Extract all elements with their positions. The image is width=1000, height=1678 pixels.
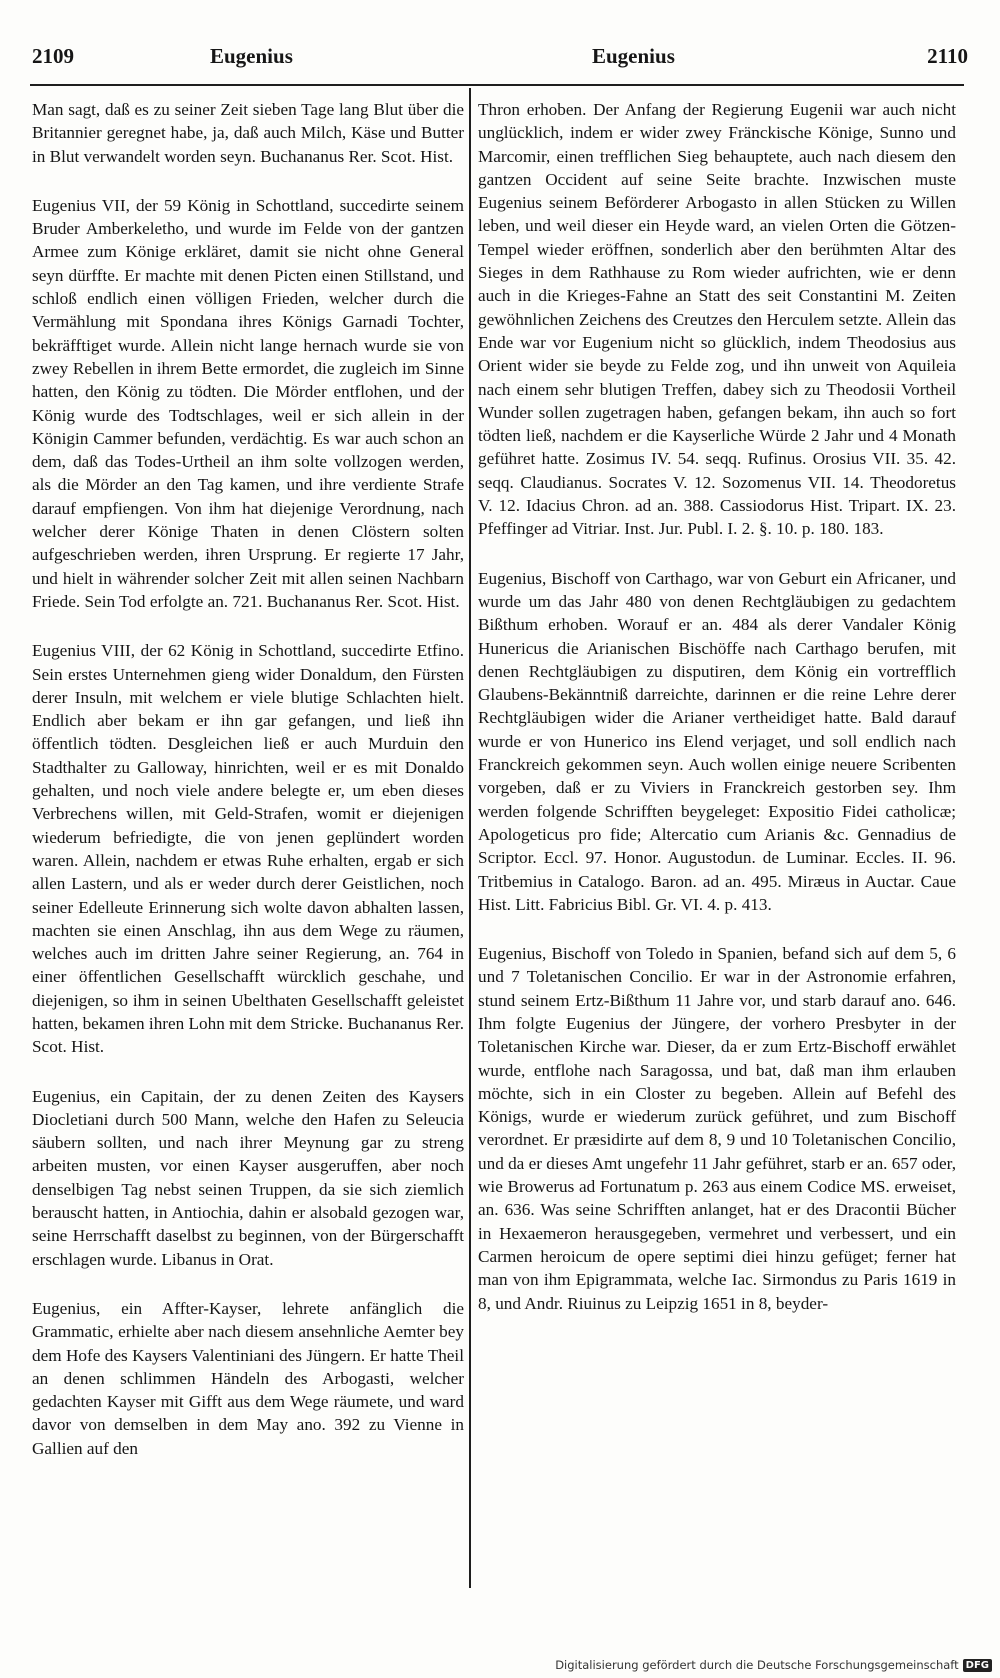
left-page-number: 2109 (32, 44, 74, 68)
left-entry-4: Eugenius, ein Capitain, der zu denen Zeiten des Kaysers Diocletiani durch 500 Mann, welche den Hafen zu Seleucia säubern sollten, und nach ihrer Meynung gar zu streng arbeiten musten, vor einen Kayser ausgeruffen, aber noch denselbigen Tag nebst seinen Truppen, da sie sich ziemlich berauscht hatten, in Antiochia, dahin er alsobald gezogen war, seine Herrschafft daselbst zu beginnen, von der Bürgerschafft erschlagen wurde. Libanus in Orat. (32, 1086, 464, 1269)
left-entry-5: Eugenius, ein Affter-Kayser, lehrete anfänglich die Grammatic, erhielte aber nach diesem ansehnliche Aemter bey dem Hofe des Kaysers Valentiniani des Jüngern. Er hatte Theil an denen schlimmen Händeln des Arbogasti, welcher gedachten Kayser mit Gifft aus dem Wege räumete, und ward davor von demselben in dem May ano. 392 zu Vienne in Gallien auf den (32, 1298, 464, 1458)
right-entry-2: Eugenius, Bischoff von Carthago, war von Geburt ein Africaner, und wurde um das Jahr 480 von denen Rechtgläubigen zu gedachtem Bißthum erhoben. Worauf er an. 484 als derer Vandaler König Hunericus die Arianischen Bischöffe nach Carthago berufen, mit denen Rechtgläubigen zu disputiren, dem König ein vortrefflich Glaubens-Bekänntniß darreichte, darinnen er die reine Lehre derer Rechtgläubigen wider die Arianer vertheidiget hatte. Bald darauf wurde er von Hunerico ins Elend verjaget, und soll endlich nach Franckreich gekommen seyn. Auch wollen einige neuere Scribenten vorgeben, daß er zu Viviers in Franckreich gestorben sey. Ihm werden folgende Schrifften beygeleget: Expositio Fidei catholicæ; Apologeticus pro fide; Altercatio cum Arianis &c. Gennadius de Scriptor. Eccl. 97. Honor. Augustodun. de Luminar. Eccles. II. 96. Tritbemius in Catalogo. Baron. ad an. 495. Miræus in Auctar. Caue Hist. Litt. Fabricius Bibl. Gr. VI. 4. p. 413. (478, 568, 956, 914)
left-column (32, 98, 464, 1460)
footer-text: Digitalisierung gefördert durch die Deutsche Forschungsgemeinschaft (555, 1658, 959, 1672)
digitization-credit (555, 1658, 992, 1672)
dfg-logo: DFG (963, 1659, 992, 1672)
right-column (478, 98, 956, 1315)
right-entry-1: Thron erhoben. Der Anfang der Regierung Eugenii war auch nicht unglücklich, indem er wider zwey Fränckische Könige, Sunno und Marcomir, einen trefflichen Sieg behauptete, auch nach diesem den gantzen Occident auf seine Seite brachte. Inzwischen muste Eugenius seinem Beförderer Arbogasto in allen Stücken zu Willen leben, und weil dieser ein Heyde ward, an vielen Orten die Götzen-Tempel wieder eröffnen, sonderlich aber den berühmten Altar des Sieges in dem Rathhause zu Rom wieder aufrichten, wie er denn auch in die Krieges-Fahne an Statt des seit Constantini M. Zeiten gewöhnlichen Zeichens des Creutzes den Herculem setzte. Allein das Ende war vor Eugenium nicht so glücklich, indem Theodosius aus Orient wider sie beyde zu Felde zog, und ihn unweit von Aquileia nach einem sehr blutigen Treffen, dabey sich zu Theodosii Vortheil Wunder sollen zugetragen haben, gefangen bekam, ihn auch so fort tödten ließ, nachdem er die Kayserliche Würde 2 Jahr und 4 Monath geführet hatte. Zosimus IV. 54. seqq. Rufinus. Orosius VII. 35. 42. seqq. Claudianus. Socrates V. 12. Sozomenus VII. 14. Theodoretus V. 12. Idacius Chron. ad an. 388. Cassiodorus Hist. Tripart. IX. 23. Pfeffinger ad Vitriar. Inst. Jur. Publ. I. 2. §. 10. p. 180. 183. (478, 100, 956, 539)
left-entry-2: Eugenius VII, der 59 König in Schottland, succedirte seinem Bruder Amberkeletho, und wurde im Felde von der gantzen Armee zum Könige erkläret, damit sie nicht ohne General seyn dürffte. Er machte mit denen Picten einen Stillstand, und schloß endlich einen völligen Frieden, welcher durch die Vermählung mit Spondana ihres Königs Garnadi Tochter, bekräfftiget wurde. Allein nicht lange hernach wurde sie von zwey Rebellen in ihrem Bette ermordet, die zugleich im Sinne hatten, den König zu tödten. Die Mörder entflohen, und der König wurde des Todtschlages, weil er sich allein in der Königin Cammer befunden, verdächtig. Es war auch schon an dem, daß das Todes-Urtheil an ihm solte vollzogen werden, als die Mörder an den Tag kamen, und ihre verdiente Strafe darauf empfiengen. Von ihm hat diejenige Verordnung, nach welcher derer Könige Thaten in denen Clöstern solten aufgeschrieben werden, ihren Ursprung. Er regierte 17 Jahr, und hielt in währender solcher Zeit mit allen seinen Nachbarn Friede. Sein Tod erfolgte an. 721. Buchananus Rer. Scot. Hist. (32, 195, 464, 611)
right-entry-3: Eugenius, Bischoff von Toledo in Spanien, befand sich auf dem 5, 6 und 7 Toletanischen Concilio. Er war in der Astronomie erfahren, stund seinem Ertz-Bißthum 11 Jahre vor, und starb darauf ano. 646. Ihm folgte Eugenius der Jüngere, der vorhero Presbyter in der Toletanischen Kirche war. Dieser, da er zum Ertz-Bischoff erwählet wurde, entflohe nach Saragossa, und bat, daß man ihm erlauben möchte, sich in ein Closter zu begeben. Allein auf Befehl des Königs, wurde er wiederum zurück geführet, und zum Bischoff verordnet. Er præsidirte auf dem 8, 9 und 10 Toletanischen Concilio, und da er dieses Amt ungefehr 11 Jahr geführet, starb er an. 657 oder, wie Browerus ad Fortunatum p. 263 aus einem Codice MS. erweiset, an. 636. Was seine Schrifften anlanget, hat er des Dracontii Bücher in Hexaemeron herausgegeben, vermehret und verbessert, und ein Carmen heroicum de opere septimi diei hinzu gefüget; ferner hat man von ihm Epigrammata, welche Iac. Sirmondus zu Paris 1619 in 8, und Andr. Riuinus zu Leipzig 1651 in 8, beyder- (478, 944, 956, 1313)
page-header (32, 44, 968, 74)
left-entry-3: Eugenius VIII, der 62 König in Schottland, succedirte Etfino. Sein erstes Unternehmen gieng wider Donaldum, den Fürsten derer Insuln, mit welchem er viele blutige Schlachten hielt. Endlich aber bekam er ihn gar gefangen, und ließ ihn öffentlich tödten. Desgleichen ließ er auch Murduin den Stadthalter zu Galloway, hinrichten, weil er es mit Donaldo gehalten, und noch viele andere belegte er, um eben dieses Verbrechens willen, mit Geld-Strafen, womit er diejenigen wiederum befriedigte, die von jenen geplündert worden waren. Allein, nachdem er etwas Ruhe erhalten, ergab er sich allen Lastern, und als er weder durch derer Geistlichen, noch seiner Edelleute Erinnerung sich wolte davon abhalten lassen, machten sie einen Anschlag, ihn aus dem Wege zu räumen, welches auch im dritten Jahre seiner Regierung, an. 764 in einer öffentlichen Gesellschafft würcklich geschahe, und diejenigen, so ihm in seinen Ubelthaten Gesellschafft geleistet hatten, bekamen ihren Lohn mit dem Stricke. Buchananus Rer. Scot. Hist. (32, 641, 464, 1057)
right-page-number: 2110 (927, 44, 968, 68)
header-rule (30, 84, 964, 86)
left-running-title: Eugenius (210, 44, 293, 68)
left-entry-1: Man sagt, daß es zu seiner Zeit sieben Tage lang Blut über die Britannier geregnet habe, ja, daß auch Milch, Käse und Butter in Blut verwandelt worden seyn. Buchananus Rer. Scot. Hist. (32, 100, 464, 166)
column-divider (469, 88, 471, 1588)
right-running-title: Eugenius (592, 44, 675, 68)
